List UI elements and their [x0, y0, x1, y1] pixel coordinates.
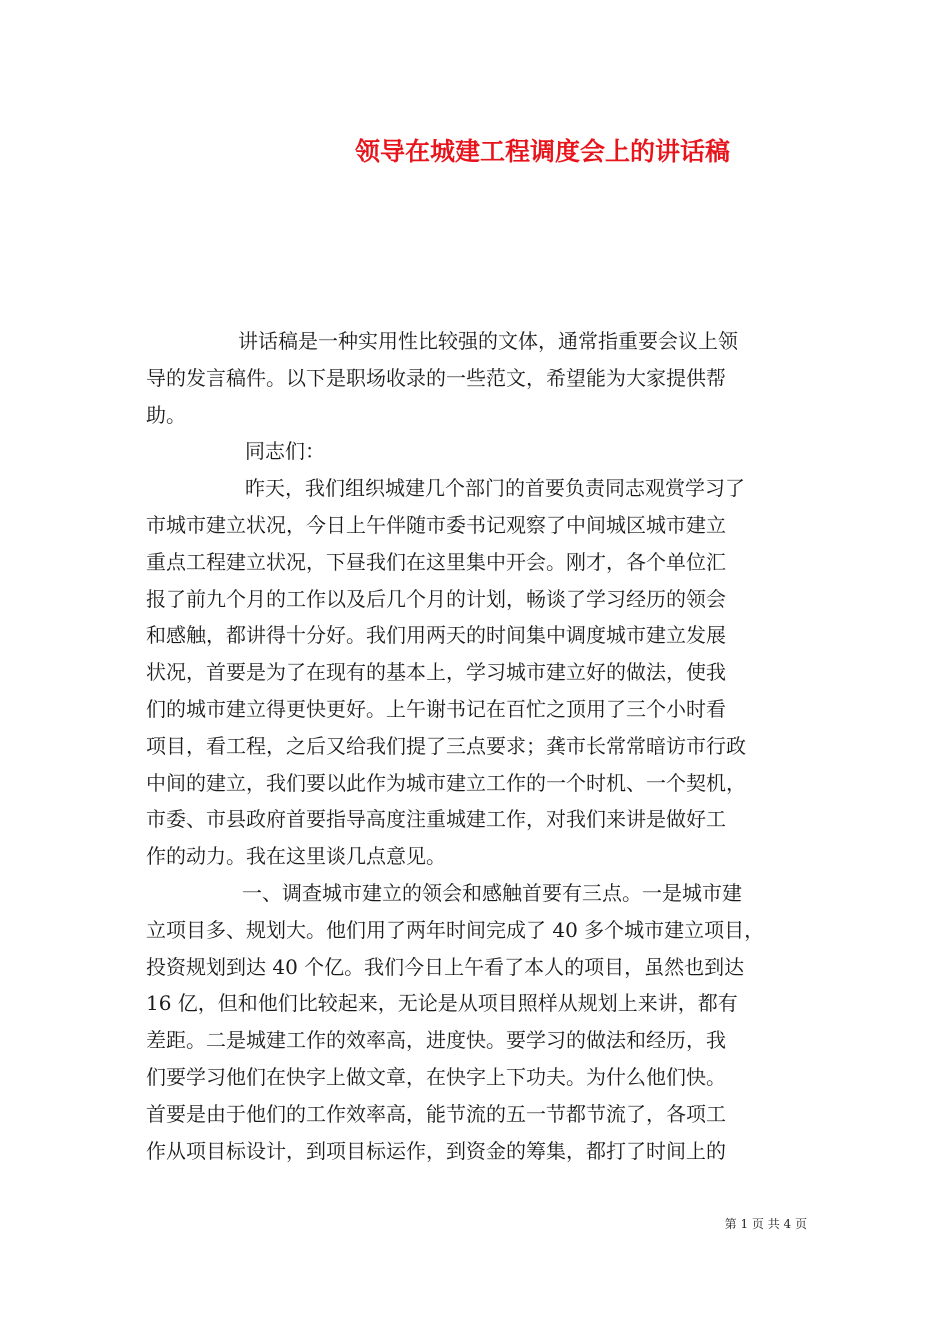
page-number: 第 1 页 共 4 页	[724, 1217, 807, 1231]
paragraph-line: 中间的建立，我们要以此作为城市建立工作的一个时机、一个契机，	[146, 770, 746, 795]
paragraph-line: 差距。二是城建工作的效率高，进度快。要学习的做法和经历，我	[146, 1028, 726, 1053]
paragraph-line: 重点工程建立状况，下昼我们在这里集中开会。刚才，各个单位汇	[146, 549, 726, 574]
paragraph-line: 作的动力。我在这里谈几点意见。	[146, 844, 446, 869]
intro-line: 助。	[146, 402, 186, 427]
paragraph-line: 立项目多、规划大。他们用了两年时间完成了 40 多个城市建立项目，	[146, 917, 765, 942]
intro-line: 讲话稿是一种实用性比较强的文体，通常指重要会议上领	[238, 329, 738, 353]
paragraph-line: 市委、市县政府首要指导高度注重城建工作，对我们来讲是做好工	[146, 807, 726, 832]
paragraph-line: 市城市建立状况，今日上午伴随市委书记观察了中间城区城市建立	[146, 512, 726, 537]
paragraph-line: 16 亿，但和他们比较起来，无论是从项目照样从规划上来讲，都有	[146, 991, 738, 1016]
paragraph-line: 昨天，我们组织城建几个部门的首要负责同志观赏学习了	[245, 476, 745, 501]
paragraph-line: 项目，看工程，之后又给我们提了三点要求；龚市长常常暗访市行政	[146, 733, 746, 758]
paragraph-line: 们要学习他们在快字上做文章，在快字上下功夫。为什么他们快。	[146, 1064, 726, 1089]
paragraph-line: 作从项目标设计，到项目标运作，到资金的筹集，都打了时间上的	[146, 1138, 726, 1163]
paragraph-line: 首要是由于他们的工作效率高，能节流的五一节都节流了，各项工	[146, 1101, 726, 1126]
paragraph-line: 报了前九个月的工作以及后几个月的计划，畅谈了学习经历的领会	[146, 586, 726, 611]
paragraph-line: 们的城市建立得更快更好。上午谢书记在百忙之顶用了三个小时看	[146, 696, 726, 721]
paragraph-line: 状况，首要是为了在现有的基本上，学习城市建立好的做法，使我	[146, 660, 726, 685]
intro-line: 导的发言稿件。以下是职场收录的一些范文，希望能为大家提供帮	[146, 365, 726, 390]
paragraph-line: 和感触，都讲得十分好。我们用两天的时间集中调度城市建立发展	[146, 623, 726, 648]
paragraph-line: 一、调查城市建立的领会和感触首要有三点。一是城市建	[242, 880, 742, 905]
document-title: 领导在城建工程调度会上的讲话稿	[355, 137, 731, 166]
paragraph-line: 投资规划到达 40 个亿。我们今日上午看了本人的项目，虽然也到达	[146, 954, 745, 979]
salutation: 同志们：	[245, 439, 325, 464]
document-body	[146, 323, 810, 1169]
